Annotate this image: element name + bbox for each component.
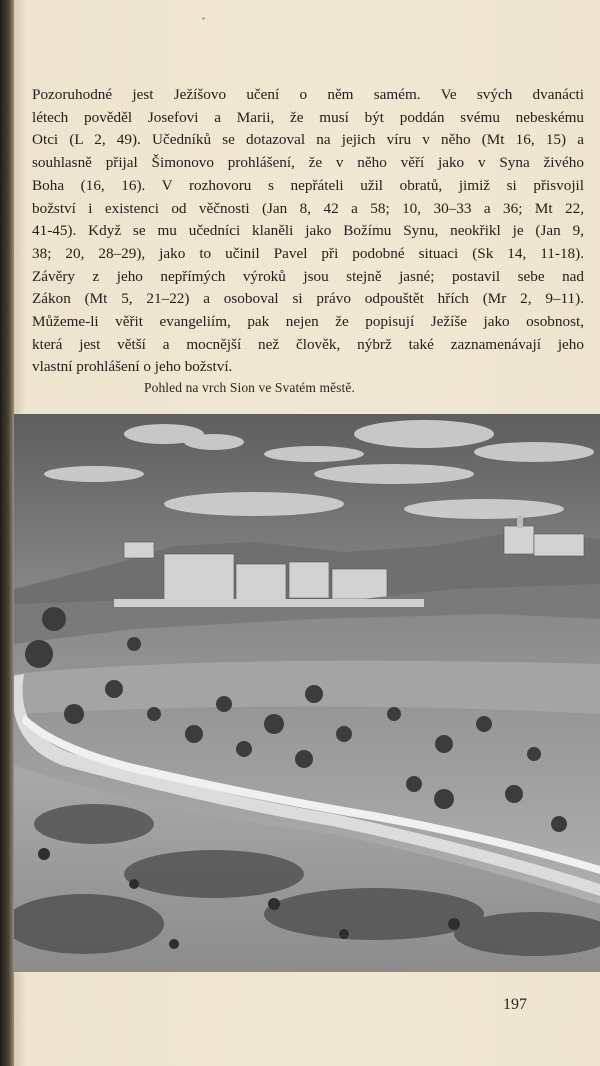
text-line: Závěry z jeho nepřímých výroků jsou stejně jasné; postavil sebe nad xyxy=(32,267,584,285)
bleed-glyph: n xyxy=(2,325,9,336)
bleed-glyph: e xyxy=(2,193,8,204)
text-line: božství i existenci od věčnosti (Jan 8, 42 a 58; 10, 30–33 a 36; Mt 22, xyxy=(32,199,584,217)
bleed-glyph: a xyxy=(2,215,8,226)
bleed-glyph: u xyxy=(2,237,9,248)
facing-page-bleed xyxy=(2,100,14,920)
bleed-glyph: d xyxy=(2,303,9,314)
bleed-glyph: t xyxy=(2,391,7,402)
text-line: 38; 20, 28–29), jako to učinil Pavel při podobné situaci (Sk 14, 11-18). xyxy=(32,244,584,262)
photo-caption: Pohled na vrch Sion ve Svatém městě. xyxy=(144,380,355,395)
text-line: létech pověděl Josefovi a Marii, že musí být poddán svému nebeskému xyxy=(32,108,584,126)
bleed-glyph: d xyxy=(2,413,9,424)
bleed-glyph: n xyxy=(2,501,9,512)
page-number: 197 xyxy=(503,996,527,1013)
body-paragraph xyxy=(32,84,584,379)
text-line: Otci (L 2, 49). Učedníků se dotazoval na jejich víru v něho (Mt 16, 15) a xyxy=(32,131,584,149)
text-line: souhlasně přijal Šimonovo prohlášení, že v něho věří jako v Syna živého xyxy=(32,154,584,172)
bleed-glyph: r xyxy=(2,259,7,270)
text-line: která jest větší a mocnější než člověk, nýbrž také zaznamenávají jeho xyxy=(32,335,584,353)
text-line: Můžeme-li věřit evangeliím, pak nejen že popisují Ježíše jako osobnost, xyxy=(32,313,584,331)
bleed-glyph: u xyxy=(2,369,9,380)
bleed-glyph: o xyxy=(2,149,9,160)
text-line: 41-45). Když se mu učedníci klaněli jako Božímu Synu, neokřikl je (Jan 9, xyxy=(32,222,584,240)
text-line: Boha (16, 16). V rozhovoru s nepřáteli užil obratů, jimiž si přisvojil xyxy=(32,176,584,194)
bleed-glyph: s xyxy=(2,281,8,292)
text-line: vlastní prohlášení o jeho božství. xyxy=(32,358,233,376)
bleed-glyph: e xyxy=(2,347,8,358)
bleed-glyph: d xyxy=(2,171,9,182)
bleed-glyph: o xyxy=(2,457,9,468)
bleed-glyph: a xyxy=(2,523,8,534)
print-mark: ˇ xyxy=(201,18,206,29)
text-line: Zákon (Mt 5, 21–22) a osoboval si právo odpouštět hřích (Mr 2, 9–11). xyxy=(32,290,584,308)
bleed-glyph: n xyxy=(2,127,9,138)
text-line: Pozoruhodné jest Ježíšovo učení o něm samém. Ve svých dvanácti xyxy=(32,86,584,103)
bleed-glyph: r xyxy=(2,435,7,446)
photograph-mount-zion xyxy=(14,414,600,972)
bleed-glyph: e xyxy=(2,479,8,490)
bleed-glyph: h xyxy=(2,105,9,116)
